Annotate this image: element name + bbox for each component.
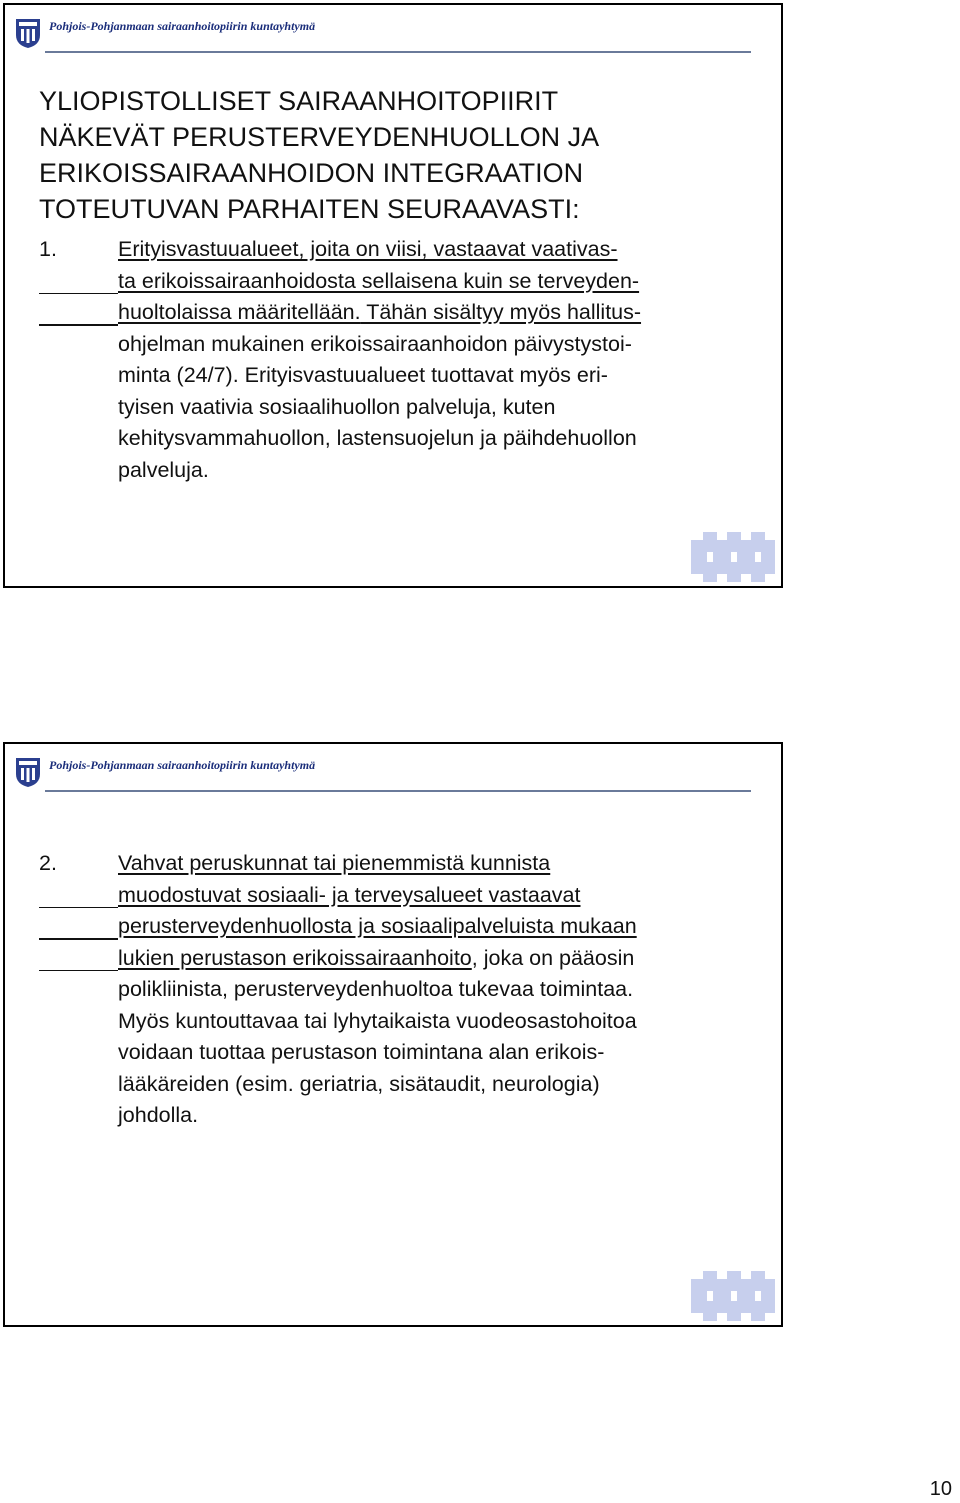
title-line: NÄKEVÄT PERUSTERVEYDENHUOLLON JA xyxy=(39,122,600,152)
shield-logo-icon xyxy=(15,756,41,788)
shield-logo-icon xyxy=(15,17,41,49)
organization-name: Pohjois-Pohjanmaan sairaanhoitopiirin kuntayhtymä xyxy=(49,19,316,33)
header-divider xyxy=(45,790,751,792)
underline-leader xyxy=(39,293,118,295)
item-line: Vahvat peruskunnat tai pienemmistä kunnista xyxy=(118,851,551,875)
underline-leader xyxy=(39,907,118,909)
item-line: Myös kuntouttavaa tai lyhytaikaista vuodeosastohoitoa xyxy=(118,1008,637,1033)
cross-watermark-icon xyxy=(689,1271,777,1321)
item-line: tyisen vaativia sosiaalihuollon palveluja, kuten xyxy=(118,394,556,419)
item-number: 2. xyxy=(39,851,57,875)
slide-2 xyxy=(3,742,783,1327)
header-divider xyxy=(45,51,751,53)
item-line: johdolla. xyxy=(118,1103,199,1127)
item-line: palveluja. xyxy=(118,457,209,482)
slide-1 xyxy=(3,3,783,588)
slide-header xyxy=(11,752,751,794)
slide-header xyxy=(11,13,751,55)
item-line: polikliinista, perusterveydenhuoltoa tukevaa toimintaa. xyxy=(118,977,634,1001)
title-line: TOTEUTUVAN PARHAITEN SEURAAVASTI: xyxy=(39,194,580,224)
underline-leader xyxy=(39,324,118,326)
item-line: ohjelman mukainen erikoissairaanhoidon päivystystoi- xyxy=(118,331,632,356)
underline-leader xyxy=(39,938,118,940)
underline-leader xyxy=(39,970,118,972)
cross-watermark-icon xyxy=(689,532,777,582)
organization-name: Pohjois-Pohjanmaan sairaanhoitopiirin kuntayhtymä xyxy=(49,758,316,772)
item-number: 1. xyxy=(39,237,57,261)
item-line: ta erikoissairaanhoidosta sellaisena kuin se terveyden- xyxy=(118,266,768,298)
item-line: lukien perustason erikoissairaanhoito, joka on pääosin xyxy=(118,943,768,975)
title-line: YLIOPISTOLLISET SAIRAANHOITOPIIRIT xyxy=(39,86,559,116)
item-line: voidaan tuottaa perustason toimintana alan erikois- xyxy=(118,1040,605,1064)
item-line: lääkäreiden (esim. geriatria, sisätaudit, neurologia) xyxy=(118,1071,600,1096)
item-line: perusterveydenhuollosta ja sosiaalipalveluista mukaan xyxy=(118,911,768,943)
item-line: kehitysvammahuollon, lastensuojelun ja päihdehuollon xyxy=(118,426,637,450)
item-text xyxy=(118,848,768,1132)
page-number: 10 xyxy=(929,1478,952,1500)
item-line: muodostuvat sosiaali- ja terveysalueet vastaavat xyxy=(118,880,768,912)
item-text xyxy=(118,234,768,486)
item-line: minta (24/7). Erityisvastuualueet tuottavat myös eri- xyxy=(118,363,608,387)
item-line: huoltolaissa määritellään. Tähän sisältyy myös hallitus- xyxy=(118,297,768,329)
item-line: Erityisvastuualueet, joita on viisi, vastaavat vaativas- xyxy=(118,237,618,261)
slide-title xyxy=(39,83,759,227)
title-line: ERIKOISSAIRAANHOIDON INTEGRAATION xyxy=(39,158,584,188)
